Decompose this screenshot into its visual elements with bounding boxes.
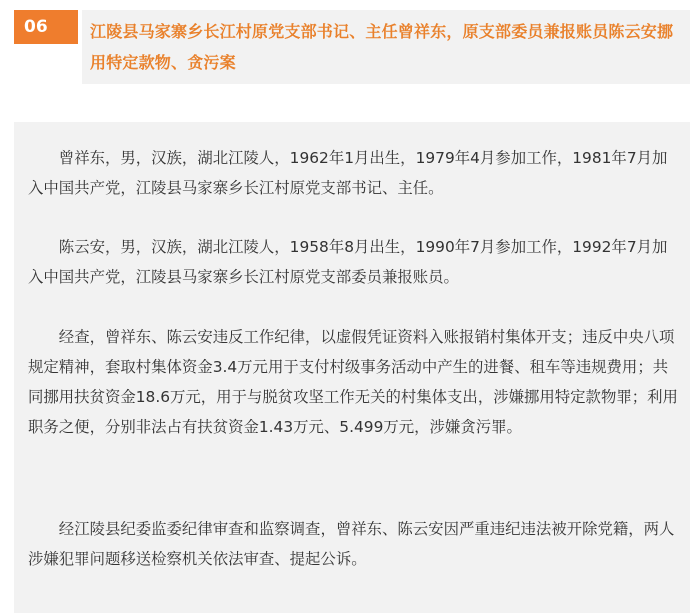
paragraph-disposition: 经江陵县纪委监委纪律审查和监察调查，曾祥东、陈云安因严重违纪违法被开除党籍，两人涉嫌犯罪问题移送检察机关依法审查、提起公诉。 (28, 520, 675, 568)
paragraph-person-1: 曾祥东，男，汉族，湖北江陵人，1962年1月出生，1979年4月参加工作，1981年7月加入中国共产党，江陵县马家寨乡长江村原党支部书记、主任。 (28, 149, 668, 197)
case-number-badge: 06 (14, 10, 78, 44)
case-title: 江陵县马家寨乡长江村原党支部书记、主任曾祥东，原支部委员兼报账员陈云安挪用特定款物、贪污案 (90, 22, 674, 72)
case-title-box (82, 10, 690, 84)
case-body (14, 122, 690, 613)
paragraph-findings: 经查，曾祥东、陈云安违反工作纪律，以虚假凭证资料入账报销村集体开支；违反中央八项规定精神，套取村集体资金3.4万元用于支付村级事务活动中产生的进餐、租车等违规费用；共同挪用扶贫资金18.6万元，用于与脱贫攻坚工作无关的村集体支出，涉嫌挪用特定款物罪；利用职务之便，分别非法占有扶贫资金1.43万元、5.499万元，涉嫌贪污罪。 (28, 328, 678, 436)
case-header (14, 10, 690, 84)
paragraph-person-2: 陈云安，男，汉族，湖北江陵人，1958年8月出生，1990年7月参加工作，1992年7月加入中国共产党，江陵县马家寨乡长江村原党支部委员兼报账员。 (28, 238, 668, 286)
